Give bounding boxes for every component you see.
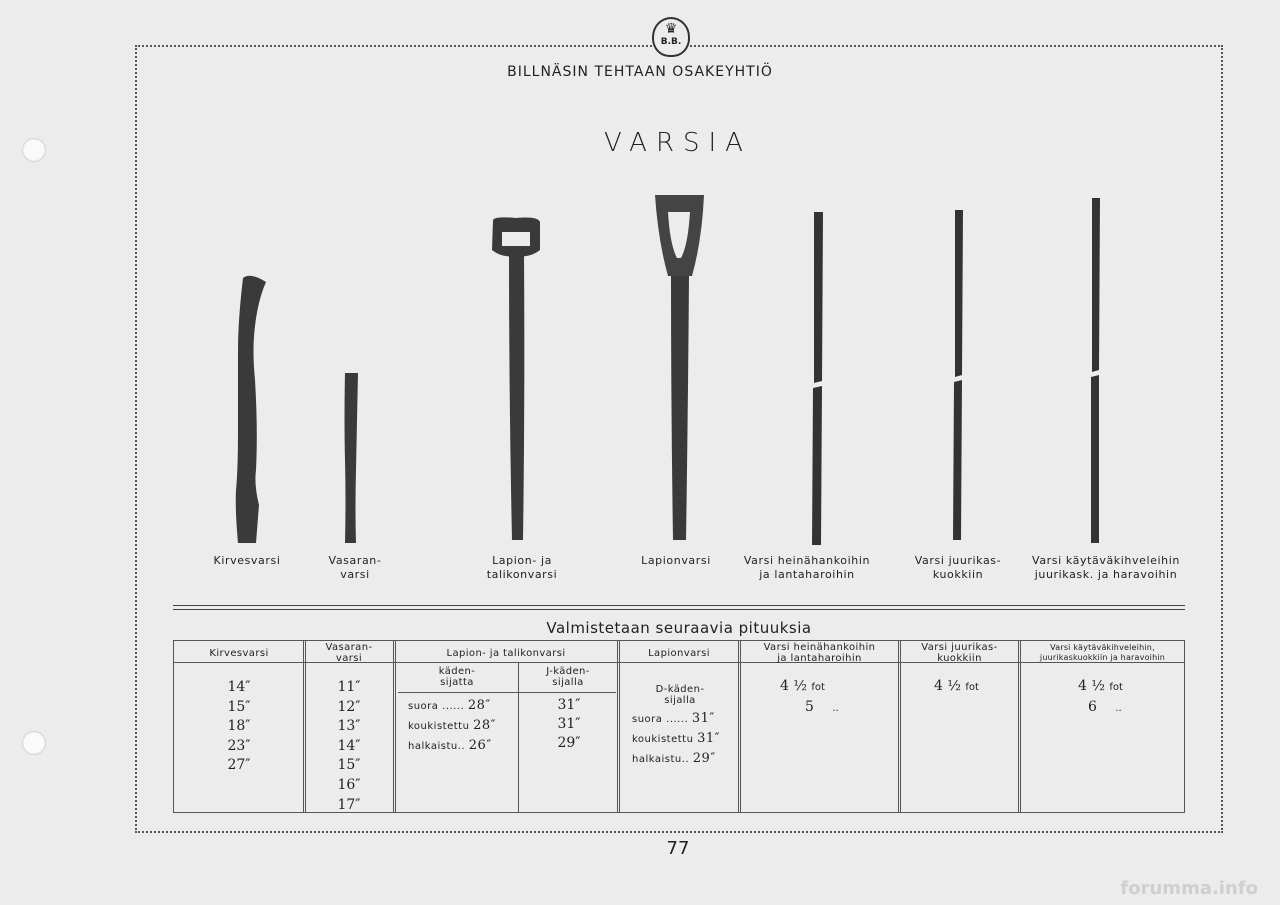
table-title: Valmistetaan seuraavia pituuksia xyxy=(546,619,812,637)
caption-vasaranvarsi: Vasaran- varsi xyxy=(328,554,382,581)
list-item: 14″ xyxy=(337,737,361,754)
table-header-rule xyxy=(173,640,1185,641)
header-juurikas: Varsi juurikas- kuokkiin xyxy=(921,642,998,664)
list-item: 16″ xyxy=(337,776,361,793)
list-item: 29″ xyxy=(557,735,581,751)
lapionvarsi-rows xyxy=(632,709,738,769)
subheader-j-kadensijalla: J-käden- sijalla xyxy=(546,666,590,688)
table-subheader-rule xyxy=(398,692,616,693)
caption-lapion-talikonvarsi: Lapion- ja talikonvarsi xyxy=(486,554,558,581)
list-item: 15″ xyxy=(227,698,251,715)
axe-handle-image xyxy=(236,276,266,543)
vasaranvarsi-lengths xyxy=(306,678,392,815)
list-item: 4 ½ fot xyxy=(780,678,825,694)
table-divider xyxy=(518,662,519,812)
table-divider xyxy=(738,640,741,812)
hoe-handle-image xyxy=(953,210,963,540)
header-lapion-talikon: Lapion- ja talikonvarsi xyxy=(446,648,566,659)
list-item: 27″ xyxy=(227,757,251,774)
list-item: 5 .. xyxy=(805,698,839,715)
table-top-rule xyxy=(173,609,1185,610)
watermark: forumma.info xyxy=(1120,878,1258,899)
header-kaytava: Varsi käytäväkihveleihin, juurikaskuokkiin ja haravoihin xyxy=(1039,643,1166,662)
hayfork-handle-image xyxy=(812,212,823,545)
table-row: halkaistu.. 26″ xyxy=(408,738,492,753)
company-logo: ♛ B.B. xyxy=(652,17,690,57)
table-row: koukistettu 31″ xyxy=(632,731,721,746)
list-item: 12″ xyxy=(337,698,361,715)
list-item: 18″ xyxy=(227,718,251,735)
list-item: 13″ xyxy=(337,718,361,735)
subheader-kadensijatta: käden- sijatta xyxy=(438,666,476,688)
rake-handle-image xyxy=(1091,198,1100,543)
table-row: koukistettu 28″ xyxy=(408,718,497,733)
table-row: suora ...... 28″ xyxy=(408,698,491,713)
table-divider xyxy=(617,640,620,812)
table-bottom-rule xyxy=(173,812,1185,813)
list-item: 6 .. xyxy=(1088,698,1122,715)
table-divider xyxy=(393,640,396,812)
table-row: suora ...... 31″ xyxy=(632,711,715,726)
page-title: VARSIA xyxy=(604,128,752,158)
table-divider xyxy=(898,640,901,812)
list-item: 14″ xyxy=(227,679,251,695)
caption-kaytavakihveli: Varsi käytäväkihveleihin juurikask. ja haravoihin xyxy=(1032,554,1180,581)
hammer-handle-image xyxy=(345,373,359,543)
caption-kirvesvarsi: Kirvesvarsi xyxy=(213,554,281,567)
caption-juurikaskuokka: Varsi juurikas- kuokkiin xyxy=(914,554,1002,581)
list-item: 31″ xyxy=(557,697,581,713)
caption-lapionvarsi: Lapionvarsi xyxy=(641,554,711,567)
spade-handle-image xyxy=(655,195,704,540)
header-lapionvarsi: Lapionvarsi xyxy=(648,648,710,659)
caption-heinahanko: Varsi heinähankoihin ja lantaharoihin xyxy=(743,554,871,581)
table-top-rule xyxy=(173,605,1185,606)
table-border xyxy=(173,640,174,812)
kirvesvarsi-lengths xyxy=(176,678,302,776)
list-item: 31″ xyxy=(557,716,581,732)
j-kadensijalla-lengths xyxy=(522,696,616,753)
company-name: BILLNÄSIN TEHTAAN OSAKEYHTIÖ xyxy=(507,64,773,80)
subheader-d-kadensijalla: D-käden- sijalla xyxy=(655,684,705,706)
table-divider xyxy=(1018,640,1021,812)
lapion-talikon-labels xyxy=(408,696,516,756)
heinahanko-lengths xyxy=(780,677,860,718)
list-item: 17″ xyxy=(337,796,361,813)
list-item: 15″ xyxy=(337,757,361,774)
list-item: 4 ½ fot xyxy=(1078,678,1123,694)
header-kirvesvarsi: Kirvesvarsi xyxy=(209,648,269,659)
table-border xyxy=(1184,640,1185,812)
page-number: 77 xyxy=(666,838,690,859)
header-heinahanko: Varsi heinähankoihin ja lantaharoihin xyxy=(763,642,876,664)
header-vasaranvarsi: Vasaran- varsi xyxy=(325,642,373,664)
kaytava-lengths xyxy=(1078,677,1158,718)
list-item: 11″ xyxy=(337,679,361,695)
list-item: 4 ½ fot xyxy=(934,678,979,694)
table-row: halkaistu.. 29″ xyxy=(632,751,716,766)
juurikas-lengths xyxy=(934,677,1004,698)
spade-fork-handle-image xyxy=(492,217,540,540)
crown-icon: ♛ xyxy=(664,21,678,37)
list-item: 23″ xyxy=(227,737,251,754)
